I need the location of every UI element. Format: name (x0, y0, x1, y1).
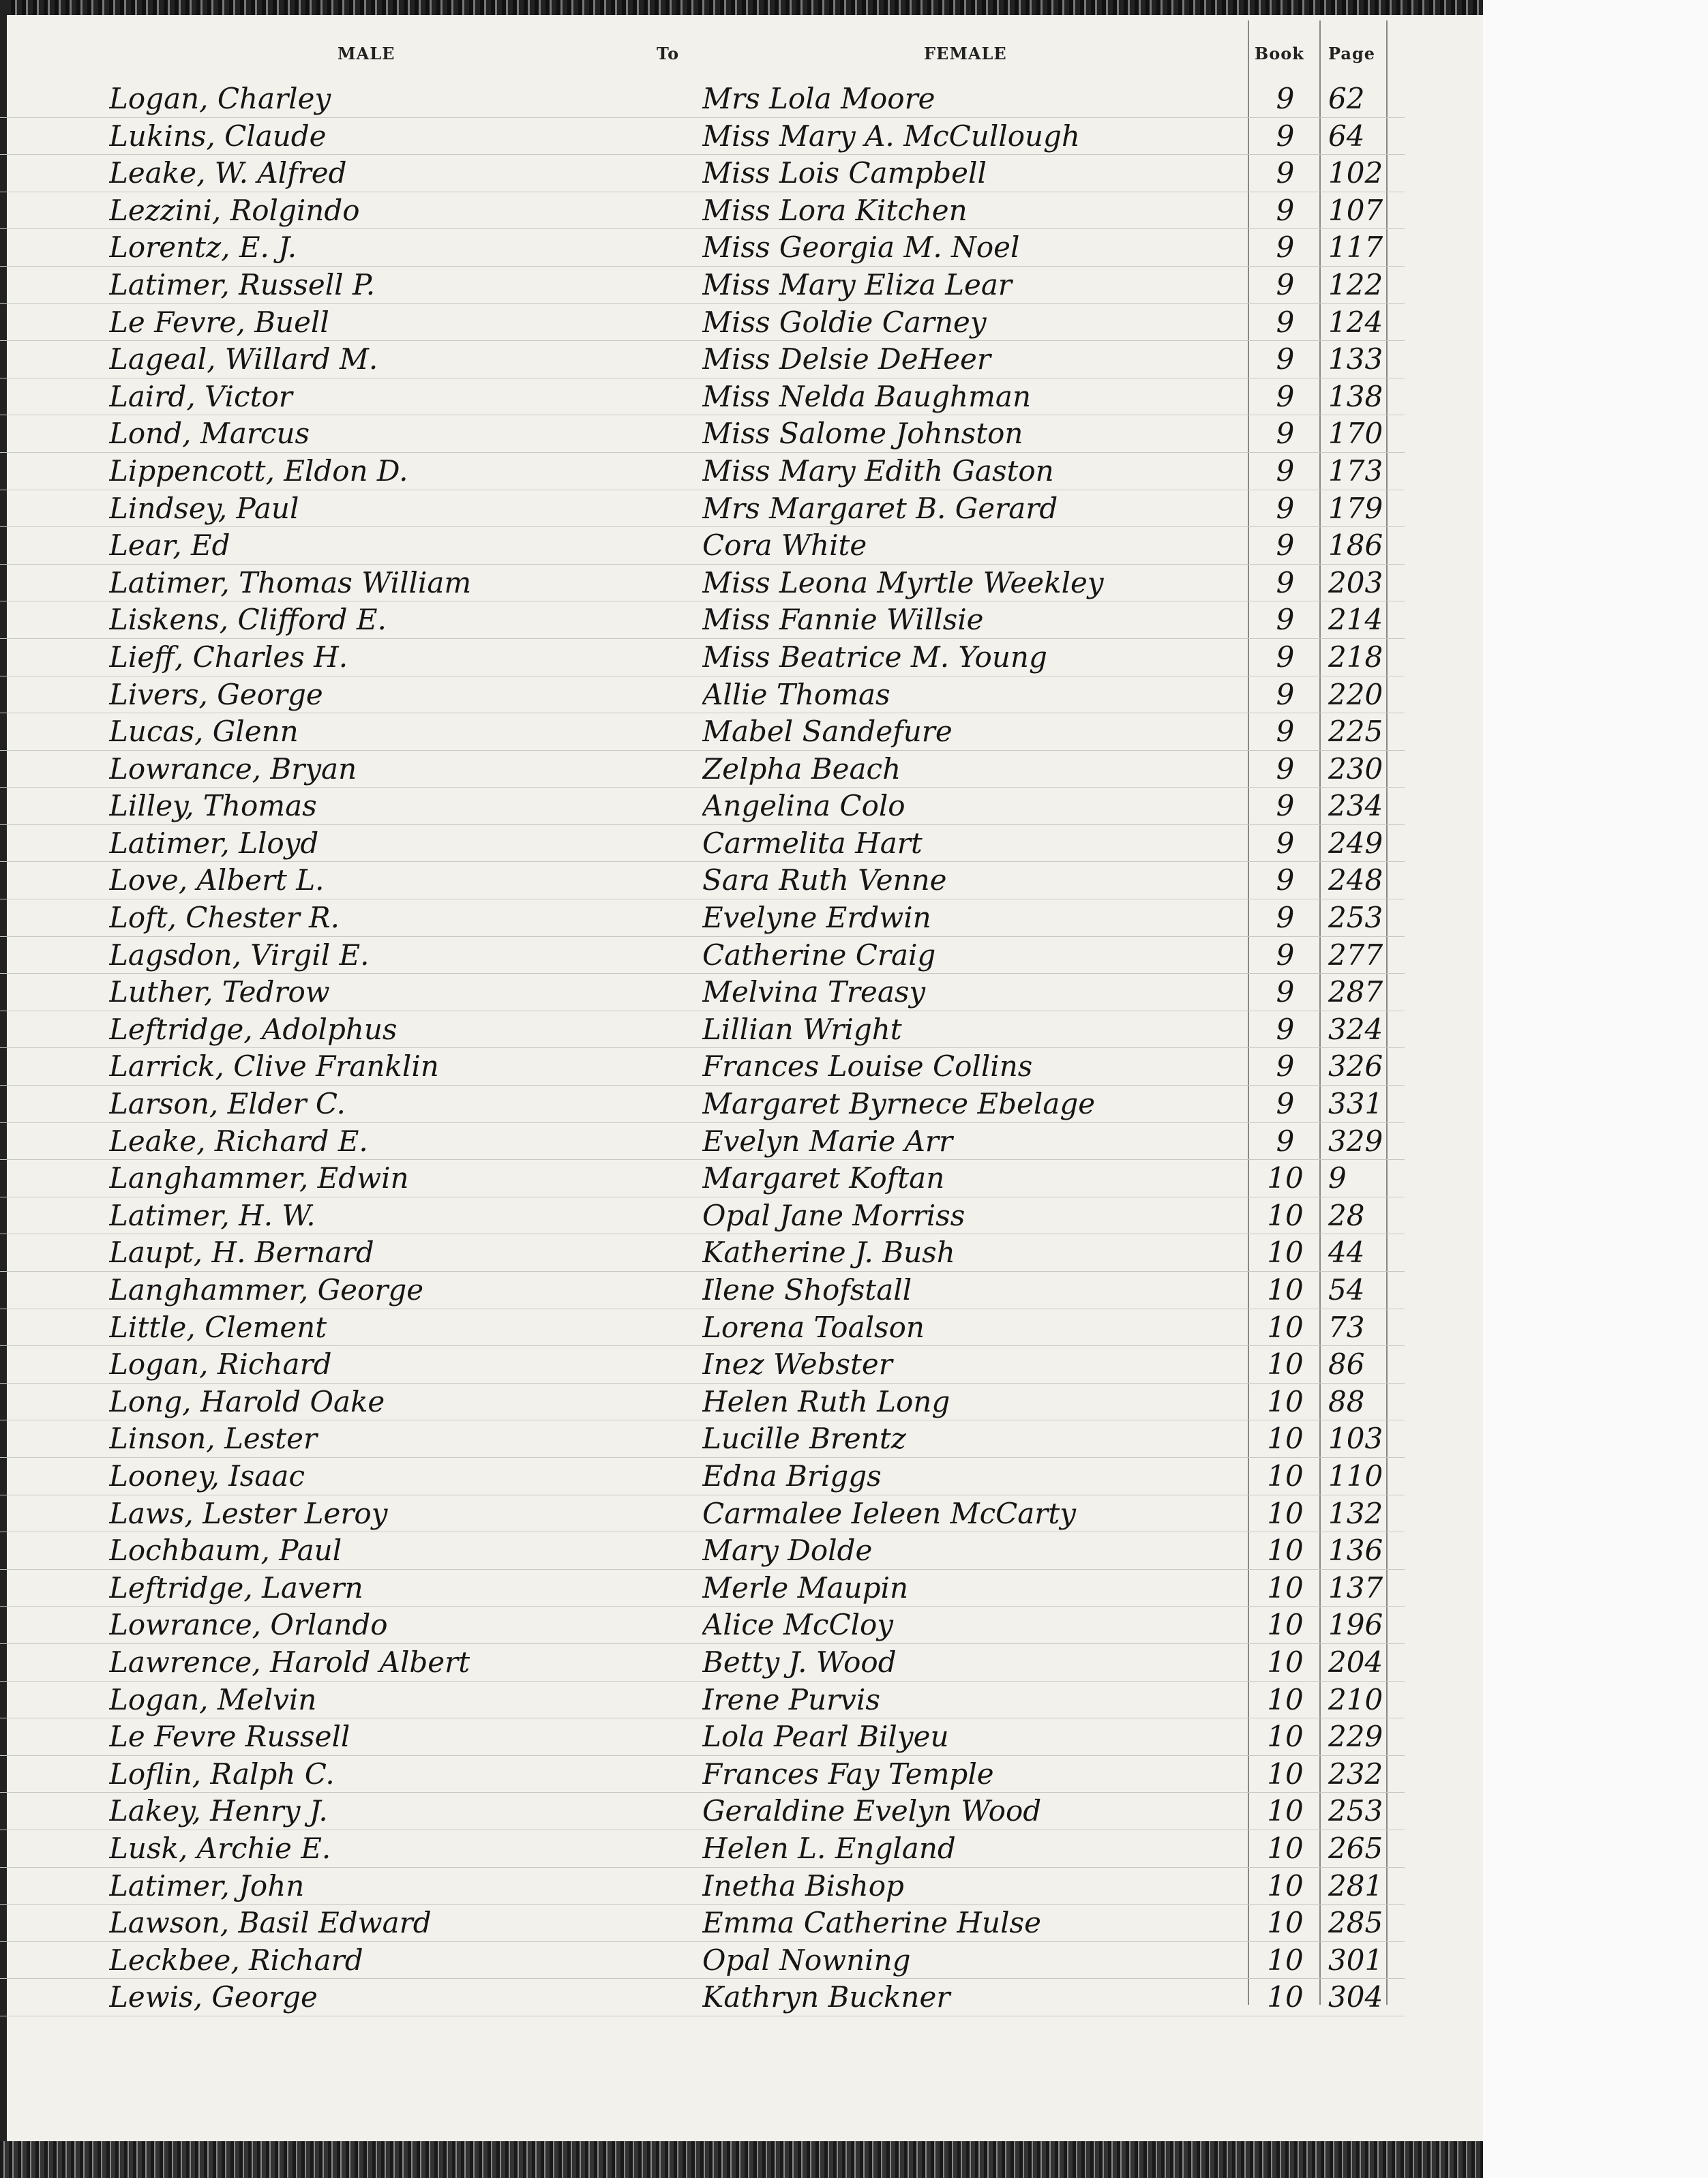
book-number: 9 (1276, 975, 1295, 1009)
page-number: 122 (1328, 267, 1383, 301)
groom-name: Leftridge, Adolphus (109, 1012, 398, 1046)
table-row (0, 267, 1405, 304)
book-number: 10 (1267, 1645, 1304, 1679)
page-number: 62 (1328, 82, 1365, 115)
book-number: 10 (1267, 1236, 1304, 1270)
book-number: 9 (1276, 603, 1295, 637)
bride-name: Angelina Colo (702, 789, 905, 823)
table-row (0, 1532, 1405, 1570)
book-number: 9 (1276, 119, 1295, 153)
groom-name: Leftridge, Lavern (109, 1570, 363, 1605)
groom-name: Leake, W. Alfred (109, 156, 347, 190)
page-number: 124 (1328, 305, 1383, 339)
table-row (0, 304, 1405, 342)
table-row (0, 453, 1405, 490)
book-number: 10 (1267, 1980, 1304, 2014)
bride-name: Opal Nowning (702, 1943, 911, 1977)
table-row (0, 788, 1405, 825)
book-number: 10 (1267, 1273, 1304, 1307)
page-number: 203 (1328, 565, 1383, 599)
page-number: 102 (1328, 156, 1383, 190)
bride-name: Irene Purvis (702, 1682, 880, 1716)
table-row (0, 415, 1405, 453)
groom-name: Lawson, Basil Edward (109, 1906, 432, 1940)
table-row (0, 80, 1405, 118)
table-row (0, 1234, 1405, 1272)
table-row (0, 1495, 1405, 1533)
groom-name: Lochbaum, Paul (109, 1534, 342, 1568)
page-number: 281 (1328, 1868, 1383, 1903)
scan-top-edge (0, 0, 1483, 15)
page-number: 218 (1328, 640, 1383, 674)
page-number: 170 (1328, 417, 1383, 451)
table-row (0, 937, 1405, 974)
table-row (0, 1942, 1405, 1980)
table-row (0, 1905, 1405, 1942)
groom-name: Latimer, Russell P. (109, 267, 376, 301)
bride-name: Lillian Wright (702, 1012, 902, 1046)
bride-name: Margaret Byrnece Ebelage (702, 1087, 1096, 1121)
page-number: 210 (1328, 1682, 1383, 1716)
book-number: 10 (1267, 1608, 1304, 1642)
table-row (0, 1197, 1405, 1235)
bride-name: Mary Dolde (702, 1534, 873, 1568)
bride-name: Miss Salome Johnston (702, 417, 1023, 451)
book-number: 9 (1276, 1087, 1295, 1121)
bride-name: Helen L. England (702, 1831, 956, 1865)
bride-name: Zelpha Beach (702, 751, 901, 786)
scanner-margin (1483, 0, 1708, 2178)
page-number: 220 (1328, 677, 1383, 711)
groom-name: Loflin, Ralph C. (109, 1757, 335, 1791)
bride-name: Emma Catherine Hulse (702, 1906, 1041, 1940)
groom-name: Linson, Lester (109, 1422, 318, 1456)
table-row (0, 1682, 1405, 1719)
table-row (0, 899, 1405, 937)
book-number: 10 (1267, 1720, 1304, 1754)
book-number: 10 (1267, 1906, 1304, 1940)
groom-name: Lageal, Willard M. (109, 342, 378, 376)
table-row (0, 1086, 1405, 1123)
bride-name: Miss Goldie Carney (702, 305, 987, 339)
table-row (0, 527, 1405, 565)
page-number: 287 (1328, 975, 1383, 1009)
table-row (0, 1868, 1405, 1905)
groom-name: Lusk, Archie E. (109, 1831, 331, 1865)
table-row (0, 1160, 1405, 1197)
book-number: 10 (1267, 1384, 1304, 1418)
bride-name: Kathryn Buckner (702, 1980, 950, 2014)
page-number: 326 (1328, 1049, 1383, 1084)
book-number: 10 (1267, 1682, 1304, 1716)
table-row (0, 639, 1405, 676)
page-number: 329 (1328, 1124, 1383, 1158)
book-number: 10 (1267, 1161, 1304, 1195)
page-number: 249 (1328, 826, 1383, 860)
groom-name: Lowrance, Bryan (109, 751, 357, 786)
table-row (0, 378, 1405, 416)
book-number: 9 (1276, 1124, 1295, 1158)
table-row (0, 1346, 1405, 1384)
page-number: 117 (1328, 230, 1383, 265)
page-number: 253 (1328, 1794, 1383, 1828)
groom-name: Laird, Victor (109, 379, 293, 413)
groom-name: Lieff, Charles H. (109, 640, 348, 674)
page-number: 103 (1328, 1422, 1383, 1456)
scan-bottom-edge (0, 2141, 1483, 2178)
book-number: 10 (1267, 1570, 1304, 1605)
page-number: 186 (1328, 528, 1383, 563)
table-row (0, 118, 1405, 155)
bride-name: Miss Mary Edith Gaston (702, 453, 1054, 488)
book-number: 9 (1276, 938, 1295, 972)
groom-name: Long, Harold Oake (109, 1384, 385, 1418)
groom-name: Lond, Marcus (109, 417, 310, 451)
book-number: 10 (1267, 1943, 1304, 1977)
page-number: 138 (1328, 379, 1383, 413)
page-number: 133 (1328, 342, 1383, 376)
page-number: 234 (1328, 789, 1383, 823)
book-number: 10 (1267, 1347, 1304, 1382)
bride-name: Evelyne Erdwin (702, 901, 931, 935)
table-row (0, 1830, 1405, 1868)
bride-name: Frances Fay Temple (702, 1757, 994, 1791)
table-row (0, 1011, 1405, 1049)
bride-name: Miss Beatrice M. Young (702, 640, 1047, 674)
groom-name: Leake, Richard E. (109, 1124, 368, 1158)
table-row (0, 1979, 1405, 2016)
table-row (0, 155, 1405, 192)
bride-name: Helen Ruth Long (702, 1384, 950, 1418)
book-number: 9 (1276, 1049, 1295, 1084)
bride-name: Sara Ruth Venne (702, 863, 947, 897)
table-row (0, 1384, 1405, 1421)
book-number: 9 (1276, 715, 1295, 749)
table-row (0, 565, 1405, 602)
table-row (0, 601, 1405, 639)
table-row (0, 1458, 1405, 1495)
page-number: 331 (1328, 1087, 1383, 1121)
page-number: 301 (1328, 1943, 1383, 1977)
book-number: 9 (1276, 230, 1295, 265)
page-number: 86 (1328, 1347, 1365, 1382)
groom-name: Latimer, Lloyd (109, 826, 319, 860)
groom-name: Laupt, H. Bernard (109, 1236, 374, 1270)
bride-name: Allie Thomas (702, 677, 890, 711)
table-row (0, 1272, 1405, 1309)
page-number: 265 (1328, 1831, 1383, 1865)
female-column-header: FEMALE (924, 44, 1007, 63)
groom-name: Logan, Melvin (109, 1682, 317, 1716)
bride-name: Alice McCloy (702, 1608, 894, 1642)
bride-name: Frances Louise Collins (702, 1049, 1033, 1084)
book-number: 10 (1267, 1757, 1304, 1791)
groom-name: Lowrance, Orlando (109, 1608, 388, 1642)
page-number: 324 (1328, 1012, 1383, 1046)
page-number: 107 (1328, 193, 1383, 227)
to-column-header: To (657, 44, 680, 63)
book-number: 10 (1267, 1422, 1304, 1456)
groom-name: Logan, Richard (109, 1347, 332, 1382)
groom-name: Lilley, Thomas (109, 789, 317, 823)
bride-name: Opal Jane Morriss (702, 1198, 965, 1232)
table-row (0, 862, 1405, 899)
groom-name: Luther, Tedrow (109, 975, 330, 1009)
bride-name: Miss Lora Kitchen (702, 193, 968, 227)
page-number: 9 (1328, 1161, 1347, 1195)
bride-name: Lola Pearl Bilyeu (702, 1720, 949, 1754)
groom-name: Logan, Charley (109, 82, 331, 115)
bride-name: Cora White (702, 528, 867, 563)
bride-name: Miss Lois Campbell (702, 156, 987, 190)
book-number: 9 (1276, 901, 1295, 935)
bride-name: Carmelita Hart (702, 826, 923, 860)
book-number: 9 (1276, 751, 1295, 786)
bride-name: Inez Webster (702, 1347, 893, 1382)
table-row (0, 1048, 1405, 1086)
page-number: 285 (1328, 1906, 1383, 1940)
book-number: 9 (1276, 640, 1295, 674)
book-number: 9 (1276, 826, 1295, 860)
page-number: 230 (1328, 751, 1383, 786)
table-row (0, 1793, 1405, 1830)
groom-name: Larson, Elder C. (109, 1087, 346, 1121)
table-row (0, 490, 1405, 528)
groom-name: Leckbee, Richard (109, 1943, 363, 1977)
table-row (0, 1718, 1405, 1756)
bride-name: Miss Nelda Baughman (702, 379, 1032, 413)
groom-name: Le Fevre Russell (109, 1720, 350, 1754)
table-row (0, 1123, 1405, 1161)
groom-name: Lippencott, Eldon D. (109, 453, 408, 488)
page-number: 110 (1328, 1459, 1383, 1493)
table-row (0, 229, 1405, 267)
book-number: 9 (1276, 453, 1295, 488)
groom-name: Love, Albert L. (109, 863, 325, 897)
page-number: 132 (1328, 1496, 1383, 1530)
groom-name: Lezzini, Rolgindo (109, 193, 360, 227)
groom-name: Little, Clement (109, 1310, 327, 1344)
table-row (0, 713, 1405, 751)
groom-name: Langhammer, Edwin (109, 1161, 409, 1195)
bride-name: Mrs Margaret B. Gerard (702, 491, 1058, 525)
groom-name: Loft, Chester R. (109, 901, 340, 935)
book-number: 9 (1276, 528, 1295, 563)
book-number: 9 (1276, 342, 1295, 376)
book-number: 10 (1267, 1310, 1304, 1344)
page-number: 248 (1328, 863, 1383, 897)
bride-name: Ilene Shofstall (702, 1273, 912, 1307)
table-row (0, 974, 1405, 1011)
table-row (0, 1756, 1405, 1793)
page-number: 229 (1328, 1720, 1383, 1754)
book-number: 9 (1276, 789, 1295, 823)
groom-name: Looney, Isaac (109, 1459, 305, 1493)
bride-name: Evelyn Marie Arr (702, 1124, 953, 1158)
book-number: 9 (1276, 1012, 1295, 1046)
page-number: 179 (1328, 491, 1383, 525)
table-row (0, 1420, 1405, 1458)
book-number: 9 (1276, 193, 1295, 227)
page-number: 44 (1328, 1236, 1365, 1270)
groom-name: Larrick, Clive Franklin (109, 1049, 439, 1084)
book-number: 9 (1276, 677, 1295, 711)
book-number: 9 (1276, 417, 1295, 451)
bride-name: Melvina Treasy (702, 975, 926, 1009)
male-column-header: MALE (338, 44, 395, 63)
table-row (0, 1644, 1405, 1682)
groom-name: Lindsey, Paul (109, 491, 299, 525)
table-row (0, 1607, 1405, 1644)
book-number: 9 (1276, 863, 1295, 897)
book-number: 9 (1276, 82, 1295, 115)
table-row (0, 751, 1405, 788)
page-number: 88 (1328, 1384, 1365, 1418)
page-number: 73 (1328, 1310, 1365, 1344)
groom-name: Lewis, George (109, 1980, 318, 2014)
page-number: 277 (1328, 938, 1383, 972)
groom-name: Lawrence, Harold Albert (109, 1645, 470, 1679)
bride-name: Miss Fannie Willsie (702, 603, 984, 637)
bride-name: Geraldine Evelyn Wood (702, 1794, 1042, 1828)
bride-name: Edna Briggs (702, 1459, 882, 1493)
book-number: 9 (1276, 491, 1295, 525)
bride-name: Miss Delsie DeHeer (702, 342, 991, 376)
bride-name: Mrs Lola Moore (702, 82, 935, 115)
book-column-header: Book (1255, 44, 1304, 63)
page-number: 64 (1328, 119, 1365, 153)
bride-name: Catherine Craig (702, 938, 936, 972)
book-number: 10 (1267, 1459, 1304, 1493)
page-number: 196 (1328, 1608, 1383, 1642)
table-row (0, 1309, 1405, 1347)
page-number: 304 (1328, 1980, 1383, 2014)
bride-name: Lorena Toalson (702, 1310, 925, 1344)
bride-name: Merle Maupin (702, 1570, 909, 1605)
book-number: 10 (1267, 1534, 1304, 1568)
groom-name: Lagsdon, Virgil E. (109, 938, 370, 972)
page-number: 136 (1328, 1534, 1383, 1568)
book-number: 9 (1276, 156, 1295, 190)
page-number: 232 (1328, 1757, 1383, 1791)
bride-name: Katherine J. Bush (702, 1236, 955, 1270)
groom-name: Livers, George (109, 677, 323, 711)
book-number: 9 (1276, 565, 1295, 599)
book-number: 9 (1276, 305, 1295, 339)
groom-name: Latimer, John (109, 1868, 305, 1903)
groom-name: Lorentz, E. J. (109, 230, 297, 265)
bride-name: Miss Georgia M. Noel (702, 230, 1020, 265)
bride-name: Betty J. Wood (702, 1645, 897, 1679)
page-number: 137 (1328, 1570, 1383, 1605)
bride-name: Lucille Brentz (702, 1422, 906, 1456)
groom-name: Lukins, Claude (109, 119, 327, 153)
bride-name: Miss Leona Myrtle Weekley (702, 565, 1104, 599)
page-number: 253 (1328, 901, 1383, 935)
bride-name: Margaret Koftan (702, 1161, 945, 1195)
book-number: 10 (1267, 1496, 1304, 1530)
bride-name: Miss Mary A. McCullough (702, 119, 1080, 153)
table-row (0, 1570, 1405, 1607)
book-number: 10 (1267, 1868, 1304, 1903)
bride-name: Mabel Sandefure (702, 715, 953, 749)
book-number: 9 (1276, 379, 1295, 413)
table-row (0, 676, 1405, 714)
table-row (0, 192, 1405, 230)
groom-name: Latimer, Thomas William (109, 565, 472, 599)
groom-name: Latimer, H. W. (109, 1198, 316, 1232)
page-column-header: Page (1328, 44, 1376, 63)
table-row (0, 341, 1405, 378)
groom-name: Lucas, Glenn (109, 715, 299, 749)
page-number: 225 (1328, 715, 1383, 749)
page-number: 28 (1328, 1198, 1365, 1232)
book-number: 10 (1267, 1198, 1304, 1232)
groom-name: Lear, Ed (109, 528, 230, 563)
groom-name: Liskens, Clifford E. (109, 603, 387, 637)
groom-name: Langhammer, George (109, 1273, 424, 1307)
page-number: 204 (1328, 1645, 1383, 1679)
bride-name: Carmalee Ieleen McCarty (702, 1496, 1076, 1530)
page-number: 54 (1328, 1273, 1365, 1307)
table-row (0, 825, 1405, 863)
groom-name: Lakey, Henry J. (109, 1794, 328, 1828)
bride-name: Miss Mary Eliza Lear (702, 267, 1013, 301)
page-number: 173 (1328, 453, 1383, 488)
bride-name: Inetha Bishop (702, 1868, 904, 1903)
groom-name: Laws, Lester Leroy (109, 1496, 388, 1530)
book-number: 10 (1267, 1831, 1304, 1865)
groom-name: Le Fevre, Buell (109, 305, 329, 339)
book-number: 9 (1276, 267, 1295, 301)
marriage-entries (0, 80, 1405, 2016)
book-number: 10 (1267, 1794, 1304, 1828)
page-number: 214 (1328, 603, 1383, 637)
